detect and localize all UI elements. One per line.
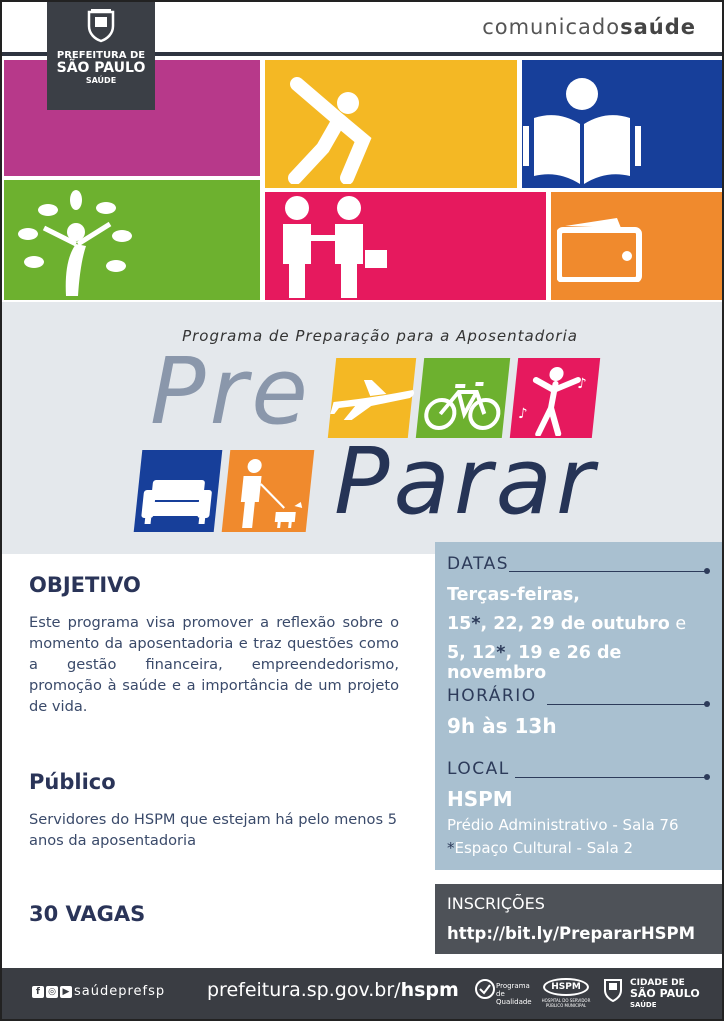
qualidade-text: Programa de Qualidade xyxy=(496,982,532,1006)
instagram-icon[interactable]: ◎ xyxy=(46,986,58,998)
publico-heading: Público xyxy=(29,770,116,794)
tile-stretch xyxy=(265,60,517,188)
svg-text:♪: ♪ xyxy=(576,376,588,392)
dog-walker-icon xyxy=(224,456,312,530)
objetivo-text: Este programa visa promover a reflexão sobre o momento da aposentadoria e traz questões como a gestão financeira, empreendedorismo, promoção à saúde e a importância de um projeto de vida. xyxy=(29,614,399,715)
tile-walking-pair xyxy=(265,192,546,300)
wallet-icon xyxy=(557,218,643,282)
city-crest-icon xyxy=(83,8,119,44)
youtube-icon[interactable]: ▶ xyxy=(60,986,72,998)
tile-dog-walker xyxy=(222,450,315,532)
airplane-icon xyxy=(329,376,418,422)
tile-airplane xyxy=(328,358,416,438)
objetivo-heading: OBJETIVO xyxy=(29,573,141,597)
datas-line2: 15*, 22, 29 de outubro e xyxy=(447,614,687,634)
local-sub2: *Espaço Cultural - Sala 2 xyxy=(447,839,634,857)
local-label: LOCAL xyxy=(447,759,510,779)
tile-sofa xyxy=(134,450,223,532)
city-line3: SAÚDE xyxy=(630,1001,657,1009)
local-sub1: Prédio Administrativo - Sala 76 xyxy=(447,816,679,834)
comunicado-saude: comunicadosaúde xyxy=(482,15,696,39)
prefeitura-logo xyxy=(47,2,155,110)
qualidade-icon xyxy=(474,978,496,1000)
hspm-logo-text: HSPM xyxy=(543,978,589,996)
walking-pair-icon xyxy=(269,194,399,298)
horario-line xyxy=(547,704,707,705)
local-main: HSPM xyxy=(447,787,513,811)
hspm-logo-sub: HOSPITAL DO SERVIDOR PÚBLICO MUNICIPAL xyxy=(541,998,591,1008)
datas-line xyxy=(509,571,707,572)
local-line xyxy=(515,777,707,778)
dancing-person-icon xyxy=(514,364,598,436)
city-line2: SÃO PAULO xyxy=(630,987,700,1000)
sofa-icon xyxy=(138,476,215,526)
tile-bicycle xyxy=(416,358,510,438)
title-word-parar: Parar xyxy=(334,428,598,535)
social-handle[interactable]: saúdeprefsp xyxy=(74,984,166,999)
tile-wallet xyxy=(551,192,722,300)
social-icons xyxy=(32,986,72,998)
facebook-icon[interactable]: f xyxy=(32,986,44,998)
site-url[interactable]: prefeitura.sp.gov.br/hspm xyxy=(207,979,459,1001)
datas-line1: Terças-feiras, xyxy=(447,585,580,605)
publico-text: Servidores do HSPM que estejam há pelo menos 5 anos da aposentadoria xyxy=(29,811,397,849)
city-crest-icon xyxy=(602,976,624,1002)
logo-line1: PREFEITURA DE xyxy=(56,50,146,61)
tile-tree xyxy=(4,180,260,300)
city-line1: CIDADE DE xyxy=(630,978,685,988)
tile-dancing xyxy=(510,358,600,438)
svg-text:♪: ♪ xyxy=(517,406,529,422)
inscricoes-label: INSCRIÇÕES xyxy=(447,894,545,913)
tile-reading xyxy=(522,60,722,188)
inscricoes-link[interactable]: http://bit.ly/PrepararHSPM xyxy=(447,924,696,943)
vagas-count: 30 VAGAS xyxy=(29,902,146,926)
stretching-person-icon xyxy=(275,66,385,184)
horario-value: 9h às 13h xyxy=(447,714,557,738)
tree-person-icon xyxy=(14,186,134,298)
logo-line3: SAÚDE xyxy=(85,76,117,85)
reading-person-icon xyxy=(522,66,642,186)
datas-label: DATAS xyxy=(447,554,510,574)
program-subtitle: Programa de Preparação para a Aposentadoria xyxy=(182,327,578,345)
logo-line2: SÃO PAULO xyxy=(56,60,146,76)
title-word-pre: Pre xyxy=(150,338,312,445)
datas-line3: 5, 12*, 19 e 26 de novembro xyxy=(447,643,622,683)
bicycle-icon xyxy=(420,378,506,434)
horario-label: HORÁRIO xyxy=(447,686,537,706)
hspm-logo xyxy=(540,976,592,1008)
